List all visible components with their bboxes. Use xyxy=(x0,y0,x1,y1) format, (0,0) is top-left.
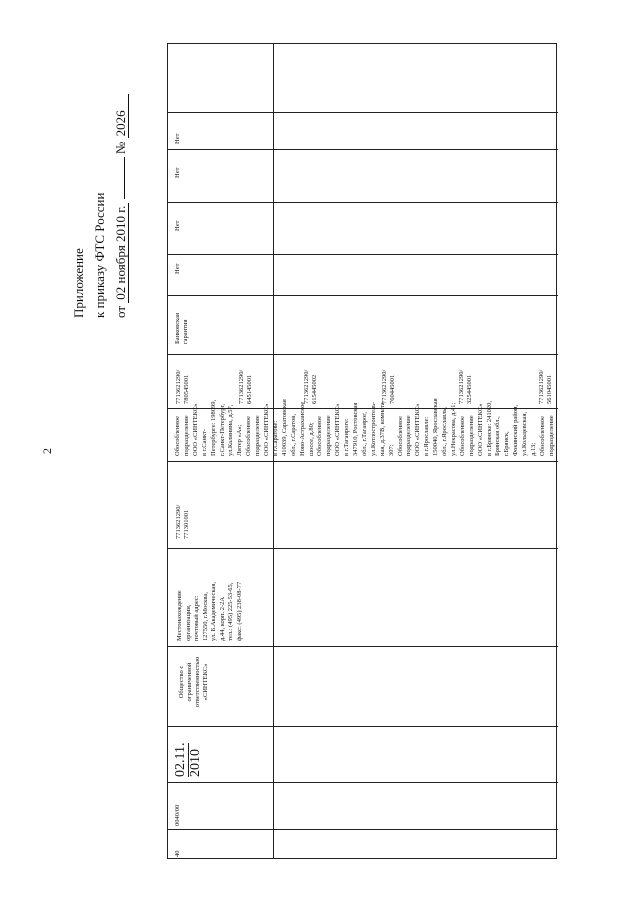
annex-number: 2026 xyxy=(113,94,129,138)
subdivision-line: 307; xyxy=(387,444,395,456)
subdivision-line: г.Брянск, xyxy=(503,431,511,456)
subdivision-line: ООО «СИНТЕКС» xyxy=(476,403,484,456)
cell-no-3: Нет xyxy=(174,167,181,178)
cell-inn-line-2: 771301001 xyxy=(183,509,190,539)
subdivision-line: ул.Кольцевская, xyxy=(521,411,529,456)
subdivision-line: в г.Санкт- xyxy=(200,428,208,456)
annex-prefix: от xyxy=(113,305,128,318)
subdivision-line: подразделение xyxy=(405,415,413,456)
annex-date-line xyxy=(110,58,131,318)
annex-order: к приказу ФТС России xyxy=(92,192,107,318)
subdivision-line: подразделение xyxy=(254,415,262,456)
subdivision-line: в г.Таганроге: xyxy=(343,418,351,456)
cell-guarantee: Банковская гарантия xyxy=(174,312,189,344)
table-band-inn xyxy=(168,461,558,548)
subdivision-line: в г.Ярославле: xyxy=(423,416,431,456)
subdivision-line: в г.Саратове: xyxy=(271,420,279,456)
location-line: почтовый адрес: xyxy=(193,595,200,641)
table-band-organization xyxy=(168,646,558,726)
subdivision-line: ООО «СИНТЕКС» xyxy=(414,403,422,456)
annex-title: Приложение xyxy=(71,248,86,318)
subdivision-line: Петербурге: 198099, xyxy=(209,399,217,456)
subdivision-line: обл., г.Ярославль, xyxy=(441,407,448,456)
subdivision-line: Обособленное xyxy=(538,416,546,456)
subdivision-line: подразделение xyxy=(547,415,555,456)
cell-inn-line-1: 7713621290/ xyxy=(175,504,182,539)
cell-no-4: Нет xyxy=(174,133,181,144)
annex-blank xyxy=(112,157,125,199)
table-band-sub-kpp xyxy=(168,354,558,408)
location-line: д.44, корп. 2-2А xyxy=(218,596,226,641)
subdivision-line: Литер «А»; xyxy=(236,424,244,456)
subdivision-line: ул.Котлостроитель- xyxy=(369,401,377,456)
location-line: 127550, г.Москва, xyxy=(201,592,209,641)
subdivision-line: ООО «СИНТЕКС» xyxy=(191,403,199,456)
cell-sub-kpp-1: 7713621290/ 780545001 xyxy=(175,369,190,404)
table-band-no-4 xyxy=(168,112,558,149)
location-line: ул. Б.Академическая, xyxy=(210,582,217,641)
table-band-empty xyxy=(168,44,558,112)
subdivision-line: ная, д.37В, комната xyxy=(378,402,386,456)
cell-date-line-2: 2010 xyxy=(188,749,203,777)
location-line: тел.: (495) 225-53-65, xyxy=(227,582,234,641)
annex-header xyxy=(68,58,131,318)
cell-index: 40 xyxy=(174,850,181,857)
cell-inn xyxy=(175,465,191,539)
subdivision-line: шоссе, д.80; xyxy=(307,422,315,456)
subdivision-line: обл., г.Саратов, xyxy=(289,414,297,456)
table-band-no-3 xyxy=(168,149,558,202)
subdivision-line: обл., г.Таганрог, xyxy=(360,412,368,456)
annex-year-suffix: г. xyxy=(113,205,128,213)
subdivision-line: Обособленное xyxy=(245,416,253,456)
cell-sub-kpp-6: 7713621290/ 561045001 xyxy=(538,369,553,404)
subdivision-line: подразделение xyxy=(325,415,333,456)
annex-day: 02 xyxy=(113,286,128,300)
cell-date-line-1: 02.11. xyxy=(173,742,188,777)
subdivision-line: 347910, Ростовская xyxy=(352,402,359,456)
annex-year: 2010 xyxy=(113,215,128,242)
location-line: организации, xyxy=(184,604,192,641)
location-line: Местонахождение xyxy=(176,590,183,641)
cell-date xyxy=(174,743,203,777)
table-band-no-2 xyxy=(168,202,558,254)
subdivision-line: ул.Некрасова, д.41; xyxy=(449,402,457,456)
table-band-date xyxy=(168,726,558,782)
subdivision-line: г.Санкт-Петербург, xyxy=(218,403,226,456)
cell-sub-kpp-5: 7713621290/ 325445001 xyxy=(458,369,473,404)
subdivision-line: Фокинский район, xyxy=(512,404,520,456)
cell-sub-kpp-2: 7713621290/ 645145001 xyxy=(238,369,253,404)
table-band-no-1 xyxy=(168,254,558,295)
subdivision-line: ул.Калинина, д.57, xyxy=(227,404,235,456)
subdivision-line: в г.Брянске: 241020, xyxy=(485,400,493,456)
subdivision-line: 410039, Саратовская xyxy=(280,399,288,456)
table-band-guarantee xyxy=(168,295,558,354)
cell-organization: Общество с ограниченной ответственностью «СИНТЕКС» xyxy=(178,656,209,708)
subdivision-line: Обособленное xyxy=(174,416,181,456)
subdivision-line: подразделение xyxy=(182,415,190,456)
page-number: 2 xyxy=(40,448,54,454)
cell-no-2: Нет xyxy=(174,220,181,231)
register-table xyxy=(167,43,557,859)
subdivision-line: Обособленное xyxy=(458,416,466,456)
cell-no-1: Нет xyxy=(174,263,181,274)
subdivision-line: ООО «СИНТЕКС» xyxy=(263,403,270,456)
annex-day-month xyxy=(113,203,129,303)
subdivision-line: Брянская обл., xyxy=(494,416,502,456)
subdivision-line: Обособленное xyxy=(396,416,404,456)
cell-sub-kpp-3: 7713621290/ 615445002 xyxy=(303,369,318,404)
location-line: факс: (495) 238-08-77 xyxy=(235,581,243,641)
subdivision-line: ООО «СИНТЕКС» xyxy=(334,403,342,456)
cell-sub-kpp-4: 7713621290/ 760445001 xyxy=(381,369,396,404)
annex-month: ноября xyxy=(113,245,128,284)
subdivision-line: Обособленное xyxy=(316,416,324,456)
annex-number-sign: № xyxy=(113,141,128,155)
subdivision-line: д.13; xyxy=(530,442,537,456)
subdivision-line: подразделение xyxy=(467,415,475,456)
subdivision-line: 150040, Ярославская xyxy=(432,398,440,456)
table-band-code xyxy=(168,782,558,829)
table-band-index xyxy=(168,829,558,860)
cell-code: 0040/00 xyxy=(174,804,181,826)
subdivision-line: Ново-Астраханское xyxy=(298,401,306,456)
